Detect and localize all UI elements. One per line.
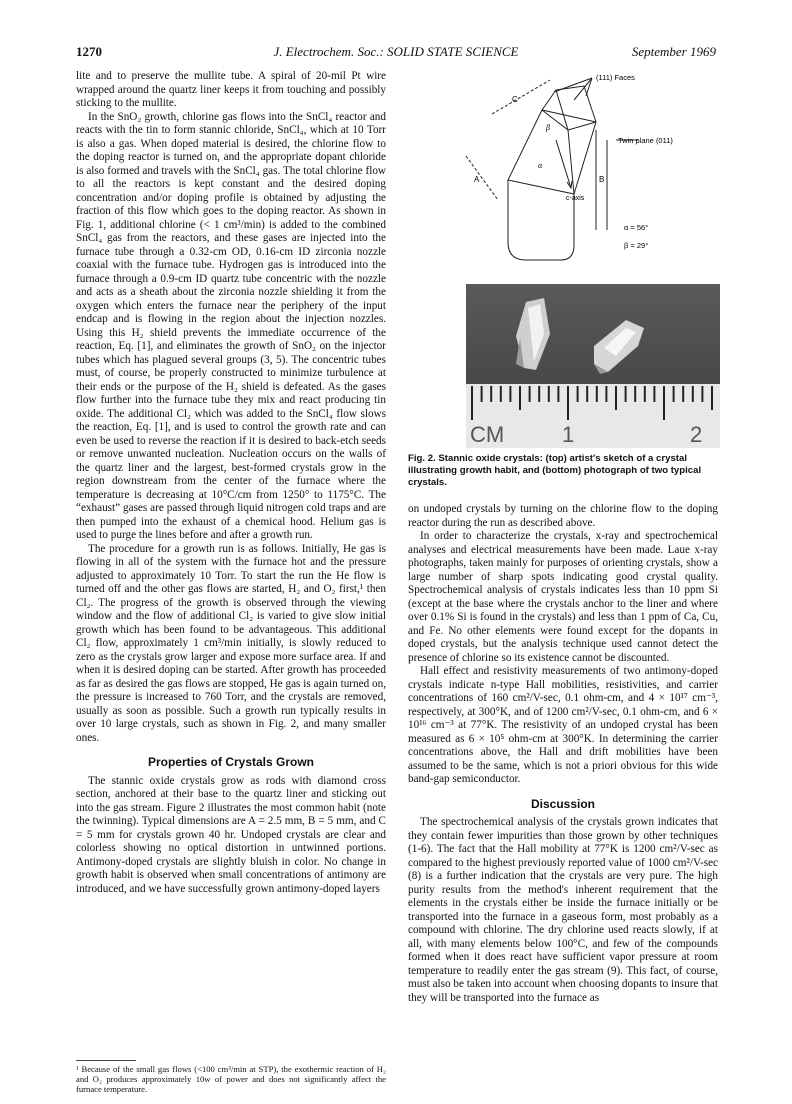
paragraph: lite and to preserve the mullite tube. A spiral of 20-mil Pt wire wrapped around the quartz liner keeps it from touching and possibly sticking to the mullite. (76, 70, 386, 109)
label-alpha-value: α = 56° (624, 223, 649, 232)
journal-title: J. Electrochem. Soc.: SOLID STATE SCIENCE (273, 44, 519, 59)
paragraph: Hall effect and resistivity measurements of two antimony-doped crystals indicate n-type Hall mobilities, resistivities, and carrier concentrations of 160 cm²/V-sec, 0.1 ohm-cm, and 4 × 10¹⁷ cm⁻³, respectively, at 300°K, and of 1200 cm²/V-sec, 0.1 ohm-cm, and 6 × 10¹⁶ cm⁻³ at 77°K. The resistivity of an undoped crystal has been measured as 6 × 10⁵ ohm-cm at 300°K. In determining the carrier concentrations above, the Hall and drift mobilities have been assumed to be the same, which is not a priori obvious for this wide band-gap semiconductor. (408, 665, 718, 785)
running-header (76, 44, 716, 62)
paragraph: The stannic oxide crystals grow as rods with diamond cross section, anchored at their base to the quartz liner and sticking out into the gas stream. Figure 2 illustrates the most common habit (note the twinning). Typical dimensions are A = 2.5 mm, B = 5 mm, and C = 5 mm for crystals grown 40 hr. Undoped crystals are clear and colorless showing no optical distortion in untwinned portions. Antimony-doped crystals are slightly bluish in color. No change in growth habit is observed when small concentrations of antimony are introduced, and we have successfully grown antimony-doped layers (76, 774, 386, 895)
photo-image (466, 284, 720, 448)
footnote-text: ¹ Because of the small gas flows (<100 cm³/min at STP), the exothermic reaction of H₂ and O₂ produces approximately 10w of power and does not significantly affect the furnace temperature. (76, 1064, 386, 1094)
page-number: 1270 (76, 44, 102, 59)
label-faces: (111) Faces (596, 73, 635, 82)
left-column (76, 70, 386, 896)
label-c-axis: c-axis (566, 195, 585, 202)
crystal-sketch (446, 70, 706, 270)
paragraph: In the SnO₂ growth, chlorine gas flows into the SnCl₄ reactor and reacts with the tin to form stannic chloride, SnCl₄, which at 10 Torr is also a gas. When doped material is desired, the chlorine flow to the doping reactor is turned on, and the appropriate dopant chloride is also formed and travels with the SnCl₄ gas. The total chlorine flow to all the reactors is kept constant and the desired doping concentration and/or doping profile is obtained by adjusting the fraction of this flow which goes to the doping reactor. As shown in Fig. 1, additional chlorine (< 1 cm³/min) is added to the combined SnCl₄ gas from the reactors, and these gases are injected into the furnace tube through a 0.32-cm OD, 0.16-cm ID zirconia nozzle coaxial with the furnace tube. Hydrogen gas is introduced into the furnace through a 0.9-cm ID quartz tube concentric with the nozzle and acts as a sheath about the zirconia nozzle shielding it from the oxygen which enters the furnace near the periphery of the input endcap and is flowing in the region about the injection nozzles. Using this H₂ shield prevents the immediate occurrence of the reaction, Eq. [1], and eliminates the growth of SnO₂ on the injector tubes which has plagued several groups (3, 5). The concentric tubes must, of course, be properly constructed to minimize turbulence at their ends or the purpose of the H₂ shield is defeated. As the gases flow further into the furnace tube they mix and react producing tin oxide. The additional Cl₂ which was added to the SnCl₄ flow slows the reaction, Eq. [1], and is used to control the growth rate and can even be used to reverse the reaction if it is desired to back-etch seeds or remove unwanted nucleation. Nucleation occurs on the walls of the quartz liner and the largest, best-formed crystals grow in the region downstream from the center of the furnace where the temperature is decreasing at 10°C/cm from 1250° to 1175°C. The “exhaust” gases are passed through liquid nitrogen cold traps and are then pumped into the exhaust of a chemical hood. Helium gas is used to purge the lines before and after a growth run. (76, 110, 386, 541)
label-beta: β (546, 123, 550, 132)
issue-date: September 1969 (631, 44, 716, 59)
paragraph: The spectrochemical analysis of the crystals grown indicates that they contain fewer impurities than those grown by other techniques (1-6). The fact that the Hall mobility at 77°K is 1200 cm²/V-sec as compared to the highest previously reported value of 1000 cm²/V-sec (8) is a further indication that the crystals are very pure. The high purity results from the method's inherent requirement that the elements in the crystals either be inside the furnace initially or be transported into the furnace in a gaseous form, most probably as a compound with chlorine. The dry chlorine used reacts slowly, if at all, with many elements below 100°C, and few of the compounds formed when it does react have sufficient vapor pressure at room temperature to readily enter the gas stream (9). This fact, of course, must also be taken into account when choosing dopants to insure that they will be transported into the furnace as (408, 816, 718, 1004)
ruler-label-1: 1 (562, 422, 575, 447)
footnote (76, 1060, 386, 1094)
label-A: A (474, 175, 480, 184)
paragraph: on undoped crystals by turning on the chlorine flow to the doping reactor during the run as described above. (408, 503, 718, 529)
label-C: C (512, 95, 518, 104)
label-B: B (599, 175, 605, 184)
footnote-rule (76, 1060, 136, 1061)
paragraph: In order to characterize the crystals, x-ray and spectrochemical analyses and electrical measurements have been made. Laue x-ray photographs, taken mainly for purposes of orienting crystals, show a large number of sharp spots indicating good crystal quality. Spectrochemical analysis of crystals indicates less than 10 ppm Si (except at the base where the crystals anchor to the liner and where over 0.1% Si is found in the crystals) and less than 1 ppm of Ca, Cu, and Fe. No other elements were found except for the dopants in doped crystals, but the analysis technique used cannot detect the presence of chlorine so its existence cannot be discounted. (408, 530, 718, 664)
section-heading-discussion: Discussion (530, 796, 596, 811)
figure-caption: Fig. 2. Stannic oxide crystals: (top) artist's sketch of a crystal illustrating growth habit, and (bottom) photograph of two typical crystals. (408, 453, 702, 488)
label-alpha: α (538, 161, 543, 170)
right-column (408, 503, 718, 1005)
crystal-photograph (466, 284, 720, 448)
label-twin-plane: Twin plane (011) (618, 136, 673, 145)
paragraph: The procedure for a growth run is as follows. Initially, He gas is flowing in all of the system with the furnace hot and the pressure adjusted to approximately 10 Torr. To start the run the He flow is turned off and the other gas flows are started, H₂ and O₂ first,¹ then Cl₂. The progress of the growth is observed through the viewing window and the flow of additional Cl₂ is varied to give slow initial growth which has been found to be advantageous. This additional Cl₂ flow, approximately 1 cm³/min initially, is slowly reduced to zero as the crystals grow larger and expose more surface area. If and when it is desired doping can be started. After growth has proceeded as far as desired the gas flows are stopped, He gas is again turned on, the pressure is increased to 760 Torr, and the crystals are removed, usually as soon as possible. Such a growth run typically results in over 10 large crystals, such as shown in Fig. 2, and many smaller ones. (76, 542, 386, 744)
ruler-label-cm: CM (470, 422, 505, 447)
ruler-label-2: 2 (690, 422, 703, 447)
label-beta-value: β = 29° (624, 241, 649, 250)
section-heading-properties: Properties of Crystals Grown (147, 755, 315, 769)
